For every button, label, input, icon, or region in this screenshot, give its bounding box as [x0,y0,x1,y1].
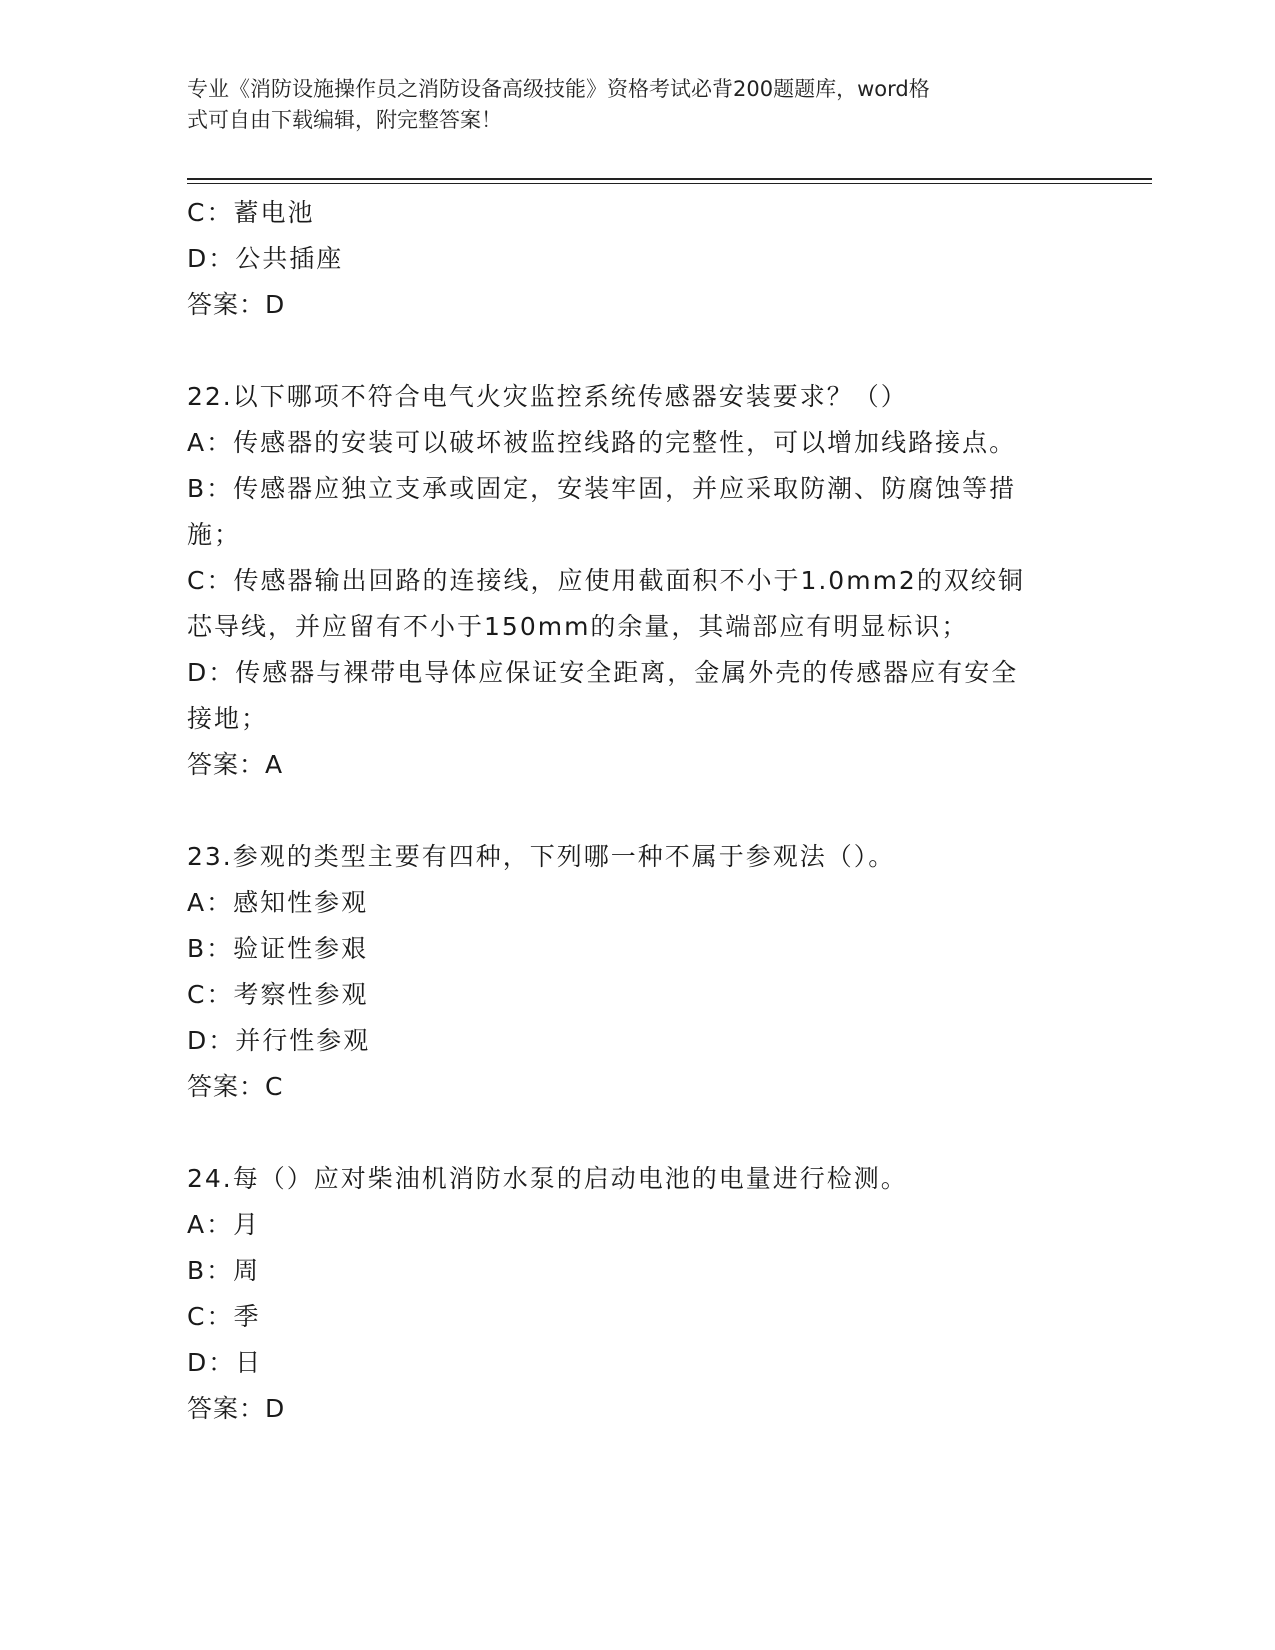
q23-option-d: D：并行性参观 [187,1026,371,1055]
q23-option-b: B：验证性参艰 [187,934,369,963]
q24-option-b: B：周 [187,1256,261,1285]
q24-option-a: A：月 [187,1210,261,1239]
question-content [187,190,1087,1432]
q22-option-c-line2: 芯导线，并应留有不小于150mm的余量，其端部应有明显标识； [187,612,969,641]
prev-option-d: D：公共插座 [187,244,344,273]
header-divider-thick [187,178,1152,180]
q24-option-d: D：日 [187,1348,263,1377]
q22-option-b-line2: 施； [187,520,242,549]
prev-answer: 答案：D [187,290,286,319]
q23-option-c: C：考察性参观 [187,980,369,1009]
q22-stem: 22.以下哪项不符合电气火灾监控系统传感器安装要求？（） [187,382,908,411]
header-divider-thin [187,183,1152,184]
q22-option-d-line2: 接地； [187,704,269,733]
q22-answer: 答案：A [187,750,284,779]
header-line-1: 专业《消防设施操作员之消防设备高级技能》资格考试必背200题题库，word格 [187,77,930,101]
q22-option-b-line1: B：传感器应独立支承或固定，安装牢固，并应采取防潮、防腐蚀等措 [187,474,1017,503]
q22-option-d-line1: D：传感器与裸带电导体应保证安全距离，金属外壳的传感器应有安全 [187,658,1019,687]
q22-option-a: A：传感器的安装可以破坏被监控线路的完整性，可以增加线路接点。 [187,428,1017,457]
document-header [187,74,1067,136]
header-line-2: 式可自由下载编辑，附完整答案！ [187,108,502,132]
q24-answer: 答案：D [187,1394,286,1423]
q23-answer: 答案：C [187,1072,284,1101]
q24-option-c: C：季 [187,1302,261,1331]
q24-stem: 24.每（）应对柴油机消防水泵的启动电池的电量进行检测。 [187,1164,908,1193]
q22-option-c-line1: C：传感器输出回路的连接线，应使用截面积不小于1.0mm2的双绞铜 [187,566,1025,595]
q23-stem: 23.参观的类型主要有四种，下列哪一种不属于参观法（）。 [187,842,896,871]
prev-option-c: C：蓄电池 [187,198,315,227]
q23-option-a: A：感知性参观 [187,888,369,917]
